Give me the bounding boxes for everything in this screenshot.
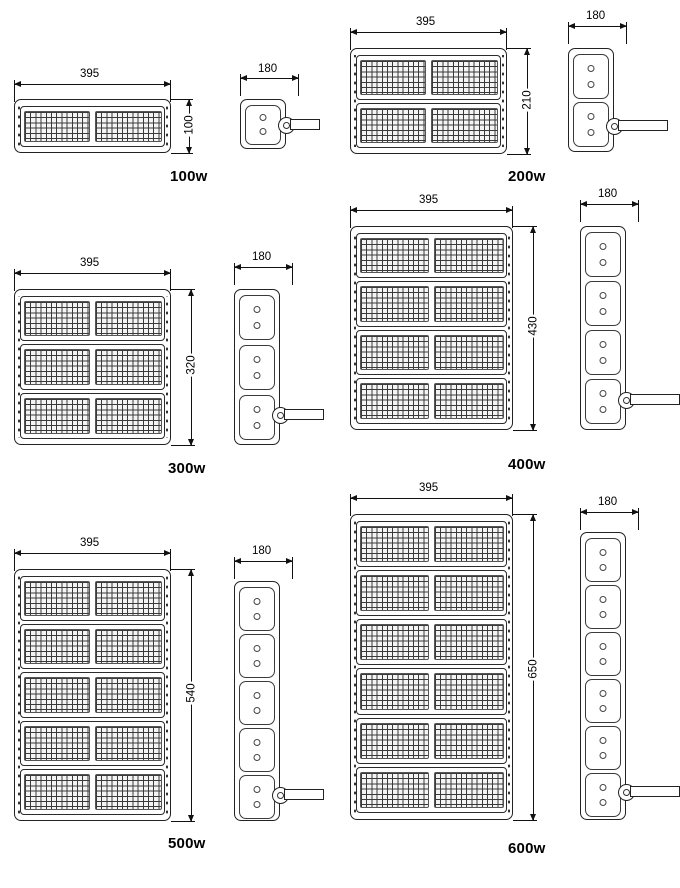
mounting-arm — [290, 119, 320, 130]
mounting-arm — [618, 120, 668, 131]
module-stack — [20, 294, 165, 440]
bolt-dot — [600, 292, 607, 299]
heat-sink-segment — [585, 726, 621, 770]
led-array — [431, 108, 498, 143]
bolt-dot — [600, 658, 607, 665]
heat-sink-segment — [239, 395, 275, 440]
arrow-up — [188, 289, 194, 296]
led-array — [24, 677, 91, 712]
dimension-line-width-500w — [14, 553, 171, 554]
bolt-dot — [600, 564, 607, 571]
heat-sink-segment — [239, 634, 275, 678]
arrow-right — [164, 270, 171, 276]
arrow-up — [530, 226, 536, 233]
bolt-dot — [254, 372, 261, 379]
heat-sink-segment — [239, 775, 275, 819]
bolt-dot — [600, 243, 607, 250]
led-array — [95, 349, 162, 385]
led-module — [356, 55, 501, 100]
bolt-dot — [600, 308, 607, 315]
arrow-left — [568, 23, 575, 29]
dimension-line-width-200w — [350, 32, 507, 33]
led-module — [356, 233, 507, 279]
led-module — [356, 619, 507, 665]
led-array — [360, 624, 430, 660]
led-array — [24, 629, 91, 664]
bolt-dot — [588, 129, 595, 136]
led-array — [360, 723, 430, 759]
bolt-dot — [600, 259, 607, 266]
bolt-dot — [254, 801, 261, 808]
led-module — [356, 767, 507, 813]
led-array — [360, 526, 430, 562]
led-array — [95, 398, 162, 434]
bolt-dot — [254, 422, 261, 429]
led-array — [434, 624, 504, 660]
led-array — [95, 629, 162, 664]
heat-sink-segment — [573, 54, 609, 99]
heat-sink-segment — [239, 681, 275, 725]
bolt-dot — [254, 707, 261, 714]
dimension-line-depth-600w — [580, 512, 639, 513]
led-module — [356, 330, 507, 376]
bolt-dot — [254, 692, 261, 699]
led-array — [434, 335, 504, 371]
bolt-dot — [600, 690, 607, 697]
bolt-dot — [600, 799, 607, 806]
model-group-200w — [340, 0, 680, 190]
arrow-right — [506, 495, 513, 501]
arrow-right — [292, 75, 299, 81]
dimension-text-depth-400w: 180 — [598, 188, 618, 200]
dimension-text-width-200w: 395 — [416, 16, 436, 28]
arrow-down — [188, 439, 194, 446]
bolt-dot — [254, 356, 261, 363]
led-array — [360, 60, 427, 95]
mounting-arm — [630, 786, 680, 797]
bolt-dot — [600, 705, 607, 712]
heat-sink-segment — [585, 679, 621, 723]
side-view-500w — [234, 581, 324, 831]
housing-side — [234, 581, 280, 821]
arrow-left — [234, 264, 241, 270]
side-view-200w — [568, 48, 668, 158]
front-view-300w — [14, 289, 171, 445]
bolt-dot — [254, 645, 261, 652]
heat-sink-segment — [585, 585, 621, 629]
heat-sink-segment — [585, 773, 621, 817]
led-array — [95, 581, 162, 616]
dimension-text-height-500w: 540 — [185, 683, 198, 703]
mounting-arm — [630, 394, 680, 405]
arrow-right — [632, 509, 639, 515]
housing-side — [568, 48, 614, 152]
led-array — [360, 108, 427, 143]
arrow-left — [14, 81, 21, 87]
arrow-down — [188, 815, 194, 822]
led-array — [24, 398, 91, 434]
led-module — [356, 718, 507, 764]
arrow-right — [164, 81, 171, 87]
bolt-dot — [254, 786, 261, 793]
dimension-text-depth-600w: 180 — [598, 496, 618, 508]
arrow-left — [350, 207, 357, 213]
bolt-dot — [588, 113, 595, 120]
arrow-down — [530, 814, 536, 821]
arrow-right — [620, 23, 627, 29]
model-label-500w: 500w — [168, 835, 206, 852]
bolt-dot — [600, 390, 607, 397]
led-array — [360, 238, 430, 274]
heat-sink-segment — [239, 587, 275, 631]
led-module — [20, 721, 165, 766]
bolt-dot — [254, 306, 261, 313]
side-view-300w — [234, 289, 324, 449]
led-array — [24, 349, 91, 385]
led-array — [24, 774, 91, 809]
arrow-right — [164, 550, 171, 556]
arrow-up — [186, 99, 192, 106]
front-view-200w — [350, 48, 507, 154]
model-group-600w — [340, 482, 680, 870]
mounting-arm — [284, 789, 324, 800]
arrow-left — [240, 75, 247, 81]
led-module — [356, 378, 507, 424]
front-view-500w — [14, 569, 171, 821]
bolt-dot — [600, 357, 607, 364]
dimension-text-height-300w: 320 — [185, 355, 198, 375]
bolt-dot — [254, 613, 261, 620]
dimension-text-depth-500w: 180 — [252, 545, 272, 557]
led-array — [360, 335, 430, 371]
model-label-300w: 300w — [168, 460, 206, 477]
dimension-text-width-400w: 395 — [419, 194, 439, 206]
led-module — [20, 672, 165, 717]
led-array — [431, 60, 498, 95]
bolt-dot — [588, 81, 595, 88]
led-array — [95, 774, 162, 809]
heat-sink-segment — [585, 379, 621, 424]
arrow-right — [286, 558, 293, 564]
led-array — [434, 383, 504, 419]
bolt-dot — [254, 754, 261, 761]
arrow-up — [524, 48, 530, 55]
dimension-line-depth-400w — [580, 204, 639, 205]
bolt-dot — [600, 611, 607, 618]
led-module — [20, 344, 165, 390]
bolt-dot — [254, 322, 261, 329]
bolt-dot — [600, 784, 607, 791]
heat-sink-segment — [239, 295, 275, 340]
heat-sink-segment — [585, 632, 621, 676]
dimension-text-height-200w: 210 — [521, 90, 534, 110]
module-stack — [356, 519, 507, 815]
side-view-400w — [580, 226, 680, 434]
heat-sink-segment — [245, 105, 281, 145]
arrow-right — [632, 201, 639, 207]
led-module — [356, 668, 507, 714]
bolt-dot — [588, 65, 595, 72]
led-array — [434, 286, 504, 322]
arrow-down — [530, 424, 536, 431]
led-array — [360, 673, 430, 709]
dimension-line-width-400w — [350, 210, 513, 211]
led-module — [20, 624, 165, 669]
model-group-400w — [340, 188, 680, 488]
arrow-left — [14, 270, 21, 276]
arrow-left — [580, 509, 587, 515]
led-array — [95, 677, 162, 712]
heat-sink-segment — [239, 728, 275, 772]
bolt-dot — [600, 752, 607, 759]
led-module — [20, 393, 165, 439]
dimension-line-depth-100w — [240, 78, 299, 79]
dimension-text-depth-300w: 180 — [252, 251, 272, 263]
model-label-400w: 400w — [508, 456, 546, 473]
bolt-dot — [600, 406, 607, 413]
led-array — [434, 575, 504, 611]
bolt-dot — [600, 643, 607, 650]
arrow-left — [580, 201, 587, 207]
arrow-up — [530, 514, 536, 521]
led-module — [20, 769, 165, 814]
led-module — [20, 576, 165, 621]
bolt-dot — [254, 406, 261, 413]
arrow-right — [286, 264, 293, 270]
arrow-left — [14, 550, 21, 556]
housing-side — [580, 532, 626, 820]
led-array — [24, 726, 91, 761]
led-array — [24, 581, 91, 616]
arrow-down — [524, 148, 530, 155]
module-stack — [20, 104, 165, 148]
front-view-600w — [350, 514, 513, 820]
arrow-left — [350, 495, 357, 501]
led-array — [95, 301, 162, 337]
led-module — [356, 281, 507, 327]
heat-sink-segment — [585, 281, 621, 326]
dimension-text-width-300w: 395 — [80, 257, 100, 269]
model-group-500w — [0, 535, 320, 865]
bolt-dot — [260, 128, 267, 135]
heat-sink-segment — [573, 102, 609, 147]
bolt-dot — [600, 737, 607, 744]
module-stack — [20, 574, 165, 816]
dimension-text-depth-100w: 180 — [258, 63, 278, 75]
bolt-dot — [254, 739, 261, 746]
bolt-dot — [600, 341, 607, 348]
led-module — [356, 570, 507, 616]
heat-sink-segment — [585, 538, 621, 582]
dimension-line-depth-500w — [234, 561, 293, 562]
side-view-100w — [240, 99, 320, 155]
dimension-text-height-600w: 650 — [527, 659, 540, 679]
dimension-line-depth-200w — [568, 26, 627, 27]
led-array — [434, 526, 504, 562]
heat-sink-segment — [239, 345, 275, 390]
led-module — [356, 103, 501, 148]
module-stack — [356, 231, 507, 425]
led-module — [20, 106, 165, 147]
model-group-100w — [0, 0, 320, 190]
led-array — [360, 772, 430, 808]
arrow-right — [500, 29, 507, 35]
bolt-dot — [600, 549, 607, 556]
front-view-400w — [350, 226, 513, 430]
heat-sink-segment — [585, 330, 621, 375]
housing-side — [234, 289, 280, 445]
led-array — [434, 238, 504, 274]
arrow-left — [350, 29, 357, 35]
bolt-dot — [600, 596, 607, 603]
dimension-line-width-100w — [14, 84, 171, 85]
heat-sink-segment — [585, 232, 621, 277]
bolt-dot — [254, 598, 261, 605]
mounting-arm — [284, 409, 324, 420]
dimension-text-width-500w: 395 — [80, 537, 100, 549]
led-module — [356, 521, 507, 567]
dimension-text-height-100w: 100 — [183, 115, 196, 135]
dimension-text-width-100w: 395 — [80, 68, 100, 80]
led-array — [434, 772, 504, 808]
arrow-up — [188, 569, 194, 576]
dimension-line-width-600w — [350, 498, 513, 499]
led-array — [24, 301, 91, 337]
led-array — [95, 726, 162, 761]
led-array — [95, 111, 162, 142]
side-view-600w — [580, 532, 680, 822]
dimension-line-depth-300w — [234, 267, 293, 268]
led-array — [360, 286, 430, 322]
led-array — [434, 723, 504, 759]
arrow-right — [506, 207, 513, 213]
led-array — [434, 673, 504, 709]
module-stack — [356, 53, 501, 149]
bolt-dot — [260, 114, 267, 121]
dimension-line-width-300w — [14, 273, 171, 274]
model-label-600w: 600w — [508, 840, 546, 857]
model-group-300w — [0, 245, 320, 485]
arrow-down — [186, 147, 192, 154]
led-array — [360, 383, 430, 419]
led-array — [360, 575, 430, 611]
model-label-100w: 100w — [170, 168, 208, 185]
front-view-100w — [14, 99, 171, 153]
dimension-text-height-400w: 430 — [527, 316, 540, 336]
bolt-dot — [254, 660, 261, 667]
dimension-text-width-600w: 395 — [419, 482, 439, 494]
led-array — [24, 111, 91, 142]
dimension-text-depth-200w: 180 — [586, 10, 606, 22]
arrow-left — [234, 558, 241, 564]
model-label-200w: 200w — [508, 168, 546, 185]
led-module — [20, 296, 165, 342]
